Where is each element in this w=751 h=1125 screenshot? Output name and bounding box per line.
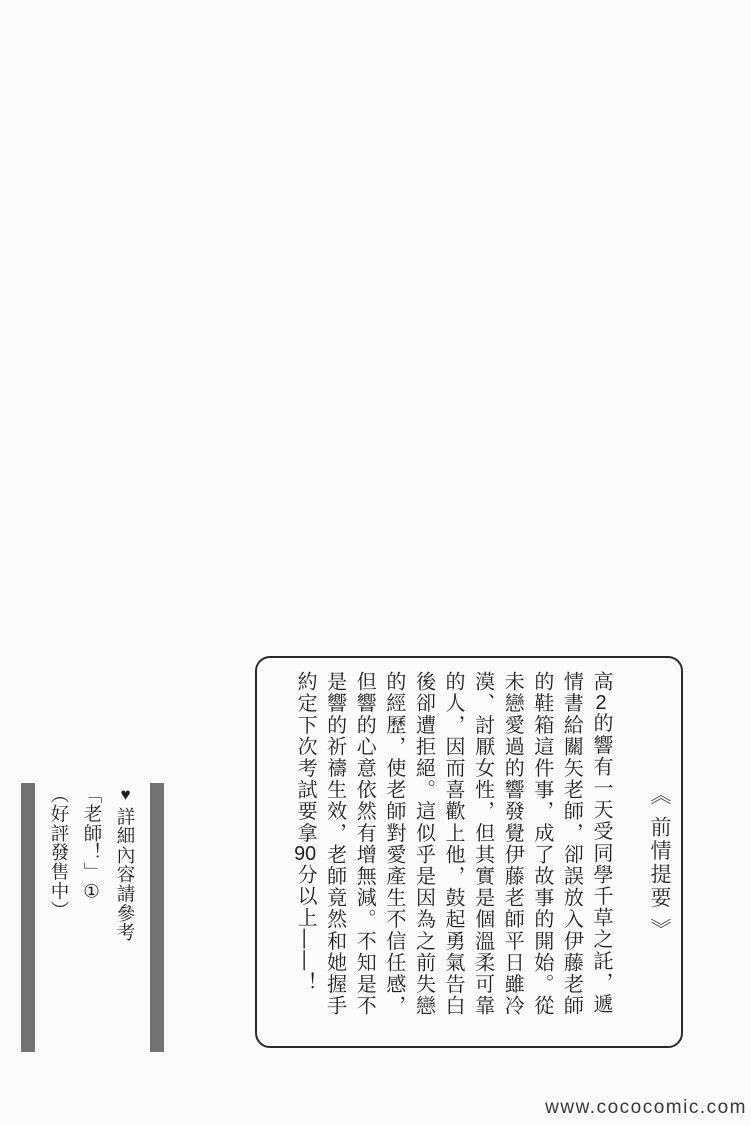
recap-col11-post: 分以上——！ bbox=[294, 863, 317, 994]
recap-column-8: 的經歷，使老師對愛產生不信任感， bbox=[382, 671, 405, 1017]
recap-box bbox=[255, 656, 683, 1048]
recap-col11-pre: 約定下次考試要拿 bbox=[294, 671, 317, 844]
recap-body bbox=[287, 671, 615, 1023]
recap-column-10: 是響的祈禱生效，老師竟然和她握手 bbox=[323, 671, 346, 1017]
recap-col11-score: 90 bbox=[294, 843, 317, 864]
recap-column-4: 未戀愛過的響發覺伊藤老師平日雖冷 bbox=[501, 671, 524, 1017]
ad-volume-number: ① bbox=[82, 881, 103, 904]
recap-column-6: 的人，因而喜歡上他，鼓起勇氣告白 bbox=[442, 671, 465, 1017]
recap-column-7: 後卻遭拒絕。這似乎是因為之前失戀 bbox=[412, 671, 435, 1017]
recap-col1-number: 2 bbox=[595, 692, 607, 713]
ad-details-label: 詳細內容請參考 bbox=[115, 807, 136, 943]
recap-column-1 bbox=[585, 671, 615, 1023]
ad-series-title: 「老師！」 bbox=[82, 785, 103, 882]
recap-column-11 bbox=[289, 671, 319, 1023]
volume-ad-text bbox=[36, 785, 142, 1051]
decorative-bar-right bbox=[150, 783, 164, 1052]
heart-icon: ♥ bbox=[116, 785, 135, 807]
ad-line-details bbox=[109, 785, 142, 1051]
recap-col1-pre: 高 bbox=[590, 671, 612, 693]
recap-column-2: 情書給關矢老師，卻誤放入伊藤老師 bbox=[560, 671, 583, 1017]
recap-column-5: 漠、討厭女性，但其實是個溫柔可靠 bbox=[471, 671, 494, 1017]
decorative-bar-left bbox=[21, 783, 35, 1052]
volume-ad-section bbox=[21, 783, 164, 1052]
recap-col1-post: 的響有一天受同學千草之託，遞 bbox=[590, 712, 612, 1016]
ad-line-title bbox=[76, 785, 109, 1051]
ad-line-onsale: （好評發售中） bbox=[49, 785, 70, 921]
recap-title: 《 前情提要 》 bbox=[648, 784, 671, 942]
recap-column-9: 但響的心意依然有增無減。不知是不 bbox=[353, 671, 376, 1017]
site-watermark: www.cococomic.com bbox=[545, 1097, 747, 1118]
recap-column-3: 的鞋箱這件事，成了故事的開始。從 bbox=[530, 671, 553, 1017]
